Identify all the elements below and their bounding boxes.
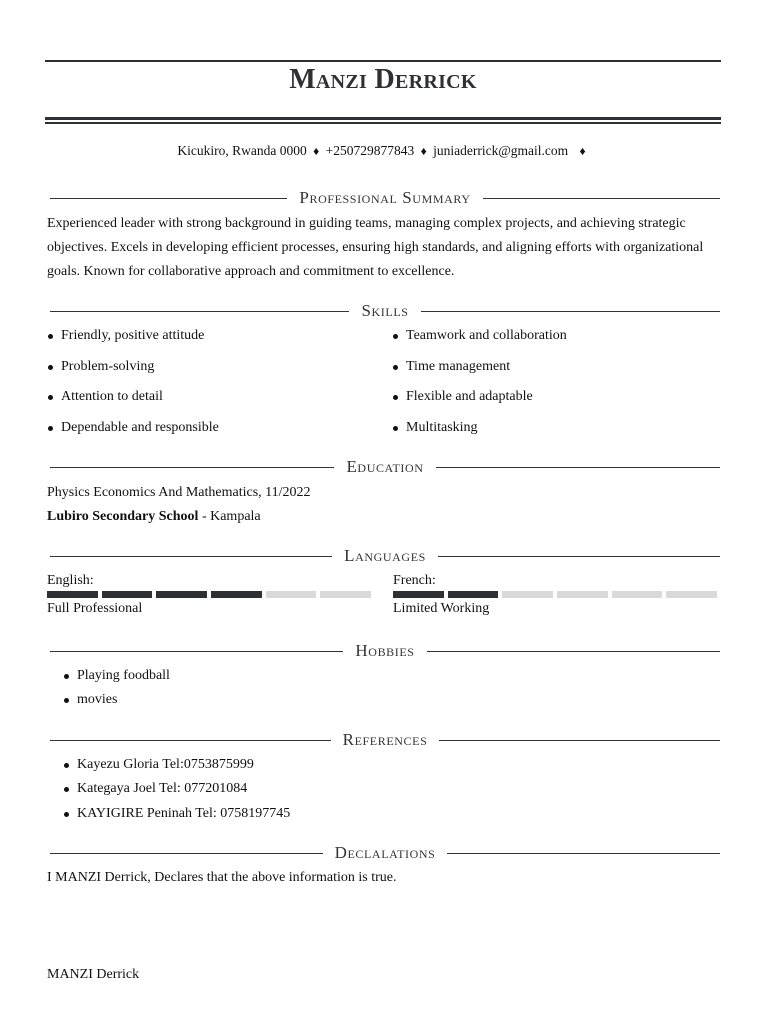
skill-item: Problem-solving	[48, 355, 219, 386]
bullet-icon	[64, 812, 69, 817]
bullet-icon	[64, 763, 69, 768]
education-location: - Kampala	[198, 509, 261, 524]
proficiency-segment	[612, 591, 663, 598]
skill-item: Friendly, positive attitude	[48, 324, 219, 355]
section-title-declarations: Declalations	[334, 843, 436, 862]
language-level: Full Professional	[47, 601, 143, 616]
section-heading-hobbies	[50, 640, 720, 662]
skills-left-column	[48, 324, 219, 446]
bullet-icon	[48, 395, 53, 400]
list-item: Kategaya Joel Tel: 077201084	[64, 777, 290, 801]
proficiency-segment	[102, 591, 153, 598]
proficiency-segment	[156, 591, 207, 598]
list-item: KAYIGIRE Peninah Tel: 0758197745	[64, 802, 290, 826]
list-item: Playing foodball	[64, 664, 170, 688]
language-name: English:	[47, 573, 94, 588]
bullet-icon	[393, 426, 398, 431]
section-heading-summary	[50, 187, 720, 209]
contact-email: juniaderrick@gmail.com	[433, 143, 569, 158]
contact-line	[45, 142, 721, 160]
diamond-separator-icon: ♦	[579, 144, 586, 158]
bullet-icon	[393, 365, 398, 370]
list-item: movies	[64, 688, 170, 712]
list-item: Kayezu Gloria Tel:0753875999	[64, 753, 290, 777]
proficiency-segment	[666, 591, 717, 598]
references-list	[64, 753, 290, 826]
proficiency-segment	[502, 591, 553, 598]
language-english	[47, 572, 371, 620]
hobbies-list	[64, 664, 170, 713]
section-heading-languages	[50, 545, 720, 567]
language-level: Limited Working	[393, 601, 490, 616]
skill-item: Teamwork and collaboration	[393, 324, 567, 355]
section-title-references: References	[342, 730, 428, 749]
bullet-icon	[64, 674, 69, 679]
language-french	[393, 572, 717, 620]
education-degree: Physics Economics And Mathematics, 11/2022	[47, 485, 311, 500]
section-title-education: Education	[346, 457, 424, 476]
education-school-line	[47, 505, 261, 529]
section-heading-declarations	[50, 842, 720, 864]
education-school: Lubiro Secondary School	[47, 509, 199, 524]
bullet-icon	[48, 365, 53, 370]
diamond-separator-icon: ♦	[313, 144, 320, 158]
language-name: French:	[393, 573, 436, 588]
diamond-separator-icon: ♦	[420, 144, 427, 158]
proficiency-segment	[448, 591, 499, 598]
section-title-languages: Languages	[344, 546, 426, 565]
proficiency-segment	[393, 591, 444, 598]
skill-item: Attention to detail	[48, 385, 219, 416]
declaration-text: I MANZI Derrick, Declares that the above information is true.	[47, 870, 397, 885]
section-title-summary: Professional Summary	[299, 188, 471, 207]
proficiency-segment	[266, 591, 317, 598]
proficiency-segment	[47, 591, 98, 598]
section-title-skills: Skills	[361, 301, 409, 320]
signature-name: MANZI Derrick	[47, 967, 140, 982]
skill-item: Time management	[393, 355, 567, 386]
section-title-hobbies: Hobbies	[355, 641, 415, 660]
language-proficiency-bar	[393, 591, 717, 598]
skill-item: Dependable and responsible	[48, 416, 219, 447]
top-rule	[45, 60, 721, 62]
bullet-icon	[48, 426, 53, 431]
skill-item: Multitasking	[393, 416, 567, 447]
skills-right-column	[393, 324, 567, 446]
contact-phone: +250729877843	[325, 143, 415, 158]
bullet-icon	[393, 395, 398, 400]
summary-text: Experienced leader with strong background in guiding teams, managing complex projects, and achieving strategic objectives. Excels in developing efficient processes, ensuring high standards, and aligning efforts with organizational goals. Known for collaborative approach and commitment to excellence.	[47, 216, 704, 279]
proficiency-segment	[557, 591, 608, 598]
bullet-icon	[64, 698, 69, 703]
section-heading-education	[50, 456, 720, 478]
candidate-name: Manzi Derrick	[289, 64, 477, 95]
section-heading-references	[50, 729, 720, 751]
bullet-icon	[48, 334, 53, 339]
proficiency-segment	[211, 591, 262, 598]
bullet-icon	[393, 334, 398, 339]
skill-item: Flexible and adaptable	[393, 385, 567, 416]
section-heading-skills	[50, 300, 720, 322]
language-proficiency-bar	[47, 591, 371, 598]
contact-address: Kicukiro, Rwanda 0000	[177, 143, 307, 158]
name-double-rule	[45, 117, 721, 124]
bullet-icon	[64, 787, 69, 792]
proficiency-segment	[320, 591, 371, 598]
